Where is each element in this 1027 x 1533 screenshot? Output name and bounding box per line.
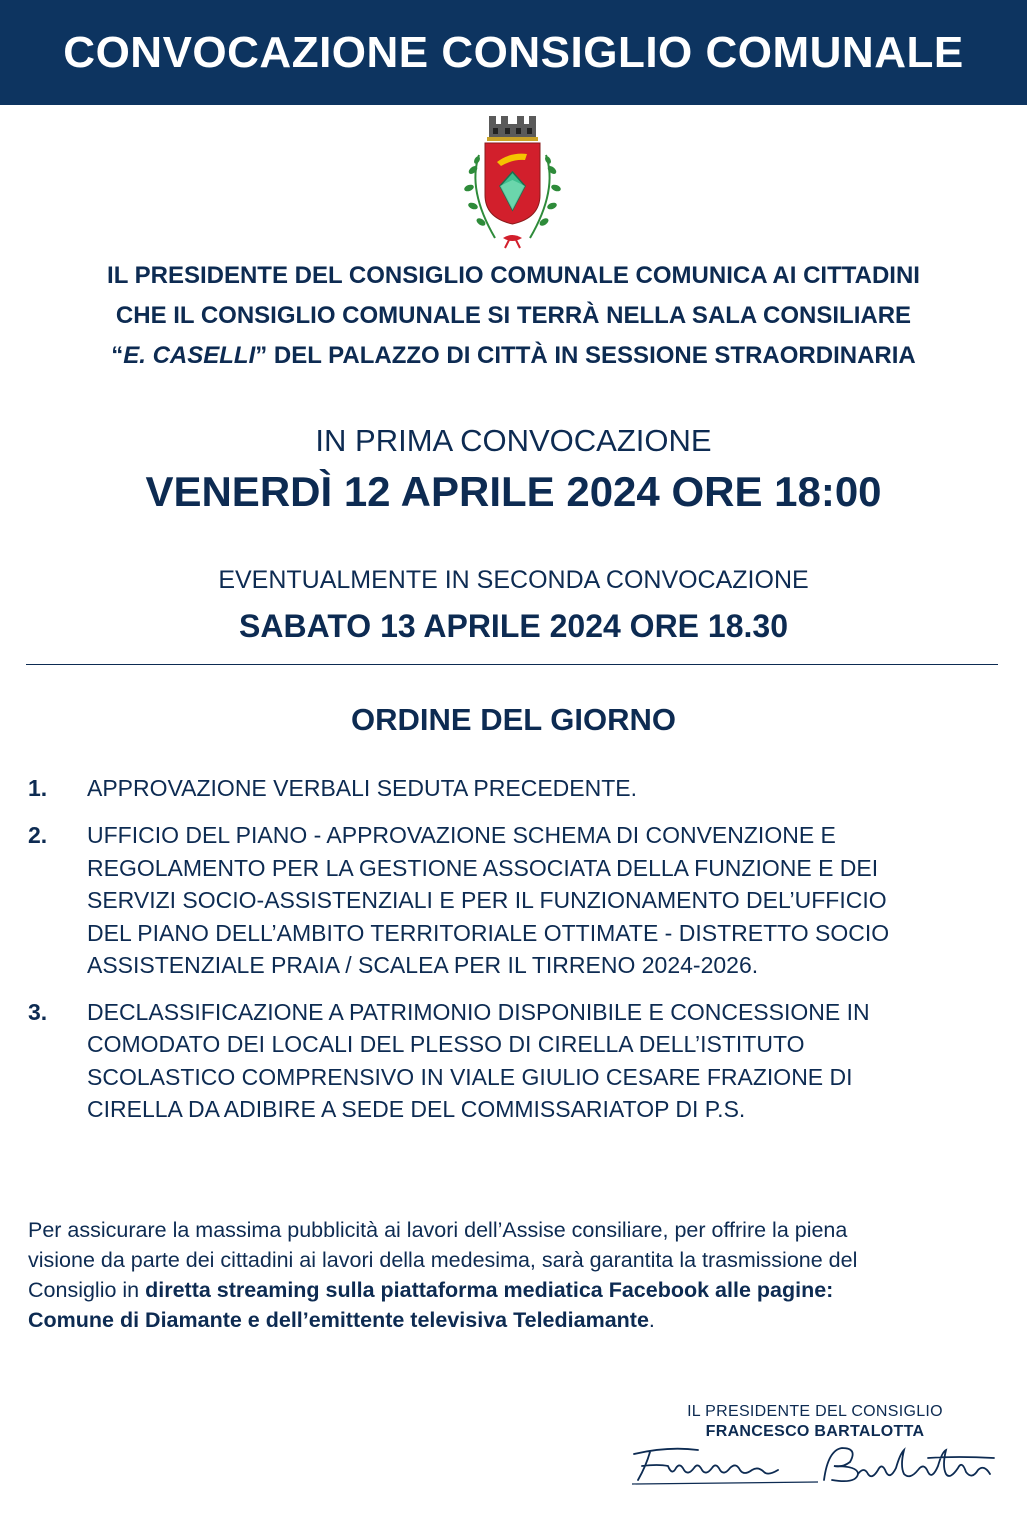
notice-line bbox=[28, 1275, 1000, 1305]
hall-name: E. CASELLI bbox=[123, 342, 256, 369]
notice-text: . bbox=[648, 1308, 655, 1332]
municipal-coat-of-arms-icon bbox=[455, 110, 570, 252]
agenda-item-line: CIRELLA DA ADIBIRE A SEDE DEL COMMISSARIATOP DI P.S. bbox=[87, 1096, 746, 1122]
agenda-item-line: COMODATO DEI LOCALI DEL PLESSO DI CIRELLA DELL’ISTITUTO bbox=[87, 1031, 805, 1057]
agenda-item-line: UFFICIO DEL PIANO - APPROVAZIONE SCHEMA DI CONVENZIONE E bbox=[87, 822, 836, 848]
announcement-line: IL PRESIDENTE DEL CONSIGLIO COMUNALE COMUNICA AI CITTADINI bbox=[107, 262, 920, 289]
quote-open: “ bbox=[111, 342, 124, 369]
first-call-label: IN PRIMA CONVOCAZIONE bbox=[315, 423, 712, 458]
agenda-item-line: DEL PIANO DELL’AMBITO TERRITORIALE OTTIMATE - DISTRETTO SOCIO bbox=[87, 919, 890, 946]
agenda-item-text bbox=[87, 996, 1008, 1126]
notice-text: Consiglio in bbox=[28, 1278, 146, 1302]
agenda-item-line: SCOLASTICO COMPRENSIVO IN VIALE GIULIO CESARE FRAZIONE DI bbox=[87, 1063, 853, 1090]
notice-line: visione da parte dei cittadini ai lavori della medesima, sarà garantita la trasmissione del bbox=[28, 1248, 858, 1272]
agenda-title: ORDINE DEL GIORNO bbox=[351, 702, 676, 737]
notice-line: Per assicurare la massima pubblicità ai lavori dell’Assise consiliare, per offrire la piena bbox=[28, 1218, 848, 1242]
announcement-line: CHE IL CONSIGLIO COMUNALE SI TERRÀ NELLA SALA CONSILIARE bbox=[115, 302, 912, 329]
announcement-line-rest: ” DEL PALAZZO DI CITTÀ IN SESSIONE STRAORDINARIA bbox=[255, 342, 916, 369]
notice-bold: diretta streaming sulla piattaforma mediatica Facebook alle pagine: bbox=[145, 1278, 834, 1302]
agenda-item bbox=[28, 996, 1008, 1126]
signatory-name: FRANCESCO BARTALOTTA bbox=[705, 1423, 925, 1440]
agenda-item-text bbox=[87, 819, 1008, 982]
first-call-date: VENERDÌ 12 APRILE 2024 ORE 18:00 bbox=[145, 468, 882, 515]
second-call-date: SABATO 13 APRILE 2024 ORE 18.30 bbox=[239, 608, 788, 644]
announcement bbox=[20, 256, 1007, 376]
announcement-line bbox=[20, 336, 1007, 376]
notice-bold: Comune di Diamante e dell’emittente televisiva Telediamante bbox=[28, 1308, 649, 1332]
streaming-notice bbox=[28, 1215, 1000, 1335]
agenda-item bbox=[28, 819, 1008, 982]
second-call-label: EVENTUALMENTE IN SECONDA CONVOCAZIONE bbox=[218, 566, 809, 594]
agenda-item-line: ASSISTENZIALE PRAIA / SCALEA PER IL TIRRENO 2024-2026. bbox=[87, 952, 759, 978]
handwritten-signature bbox=[628, 1440, 1003, 1488]
agenda-item-line: REGOLAMENTO PER LA GESTIONE ASSOCIATA DELLA FUNZIONE E DEI bbox=[87, 854, 879, 881]
agenda-item-text bbox=[87, 772, 1008, 805]
page-header bbox=[0, 0, 1027, 105]
notice-line bbox=[28, 1305, 1000, 1335]
divider bbox=[26, 664, 998, 665]
agenda-item-line: DECLASSIFICAZIONE A PATRIMONIO DISPONIBILE E CONCESSIONE IN bbox=[87, 998, 870, 1025]
agenda-item bbox=[28, 772, 1008, 805]
agenda-item-number: 2. bbox=[28, 822, 48, 848]
agenda-item-line: SERVIZI SOCIO-ASSISTENZIALI E PER IL FUNZIONAMENTO DEL’UFFICIO bbox=[87, 887, 887, 913]
page-title: CONVOCAZIONE CONSIGLIO COMUNALE bbox=[63, 27, 964, 77]
agenda-item-number: 1. bbox=[28, 775, 48, 801]
agenda-item-number: 3. bbox=[28, 998, 48, 1025]
agenda-list bbox=[28, 772, 1008, 1140]
signatory-title: IL PRESIDENTE DEL CONSIGLIO bbox=[687, 1403, 943, 1420]
agenda-item-line: APPROVAZIONE VERBALI SEDUTA PRECEDENTE. bbox=[87, 775, 638, 801]
